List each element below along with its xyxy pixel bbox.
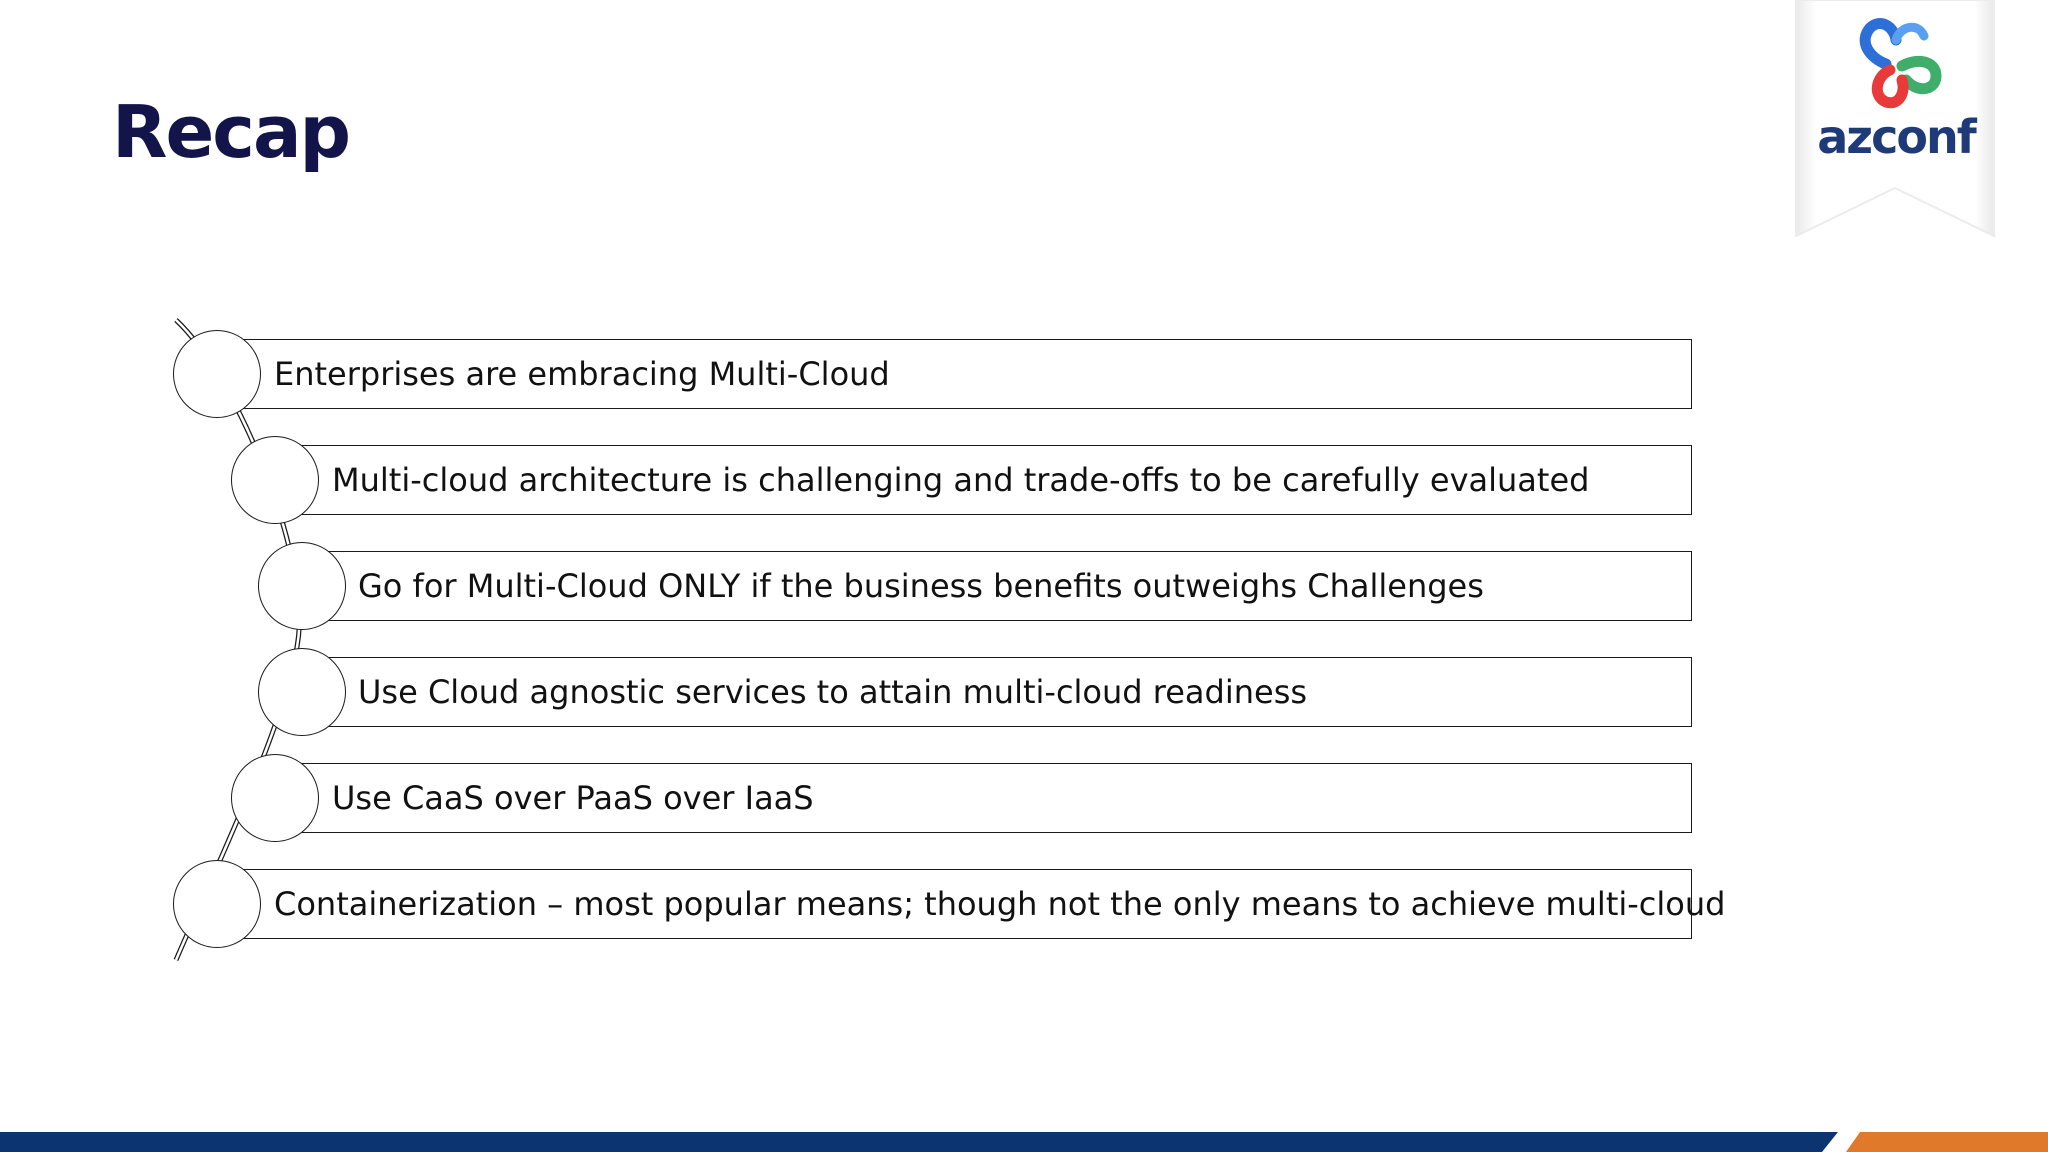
recap-item-text: Multi-cloud architecture is challenging and trade-offs to be carefully evaluated: [332, 461, 1590, 499]
recap-item-text: Use CaaS over PaaS over IaaS: [332, 779, 814, 817]
recap-item-text: Containerization – most popular means; though not the only means to achieve multi-cloud: [274, 885, 1726, 923]
footer-bar: [0, 1132, 2048, 1152]
recap-item-circle: [258, 542, 346, 630]
recap-item-text: Use Cloud agnostic services to attain multi-cloud readiness: [358, 673, 1308, 711]
recap-item-circle: [231, 754, 319, 842]
slide-title: Recap: [112, 90, 350, 174]
recap-item-circle: [258, 648, 346, 736]
recap-item-circle: [231, 436, 319, 524]
recap-item-circle: [173, 860, 261, 948]
azconf-logo-text: azconf: [1817, 110, 1975, 164]
recap-item-text: Go for Multi-Cloud ONLY if the business benefits outweighs Challenges: [358, 567, 1484, 605]
recap-item-text: Enterprises are embracing Multi-Cloud: [274, 355, 890, 393]
recap-item-circle: [173, 330, 261, 418]
